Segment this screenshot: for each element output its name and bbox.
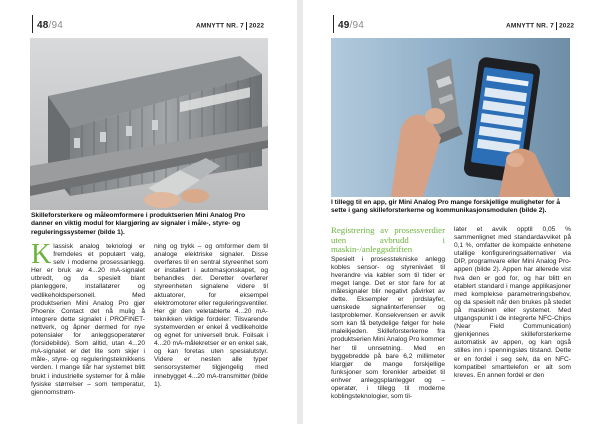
left-page [0, 0, 297, 424]
magazine-year: 2022 [558, 22, 575, 30]
din-rail-modules-illustration [30, 38, 268, 210]
drop-cap: K [31, 239, 52, 270]
right-column-2-text: later et avvik opptil 0,05 % sammenlignet med standardavviket på 0,1 %, omfatter de kompakte enhetene utallige konfigureringsalternativer via DIP, programvare eller Mini Analog Pro-appen (bilde 2). Appen har allerede vist hva den er god for, og har blitt en etablert standard i mange applikasjoner med komplekse parametreringsbehov, og da spesielt når den brukes på stedet på maskinen eller systemet. Med utgangspunkt i de integrerte NFC-Chips (Near Field Communication) gjenkjennes skilleforsterkerne automatisk av appen, og kan også stilles inn i spenningsløs tilstand. Dette er en fordel i seg selv, da en NFC-kompatibel smarttelefon er alt som kreves. En annen fordel er den [454, 226, 571, 379]
product-photo-smartphone-app [331, 38, 570, 197]
left-photo-caption: Skilleforsterkere og måleomformere i produktserien Mini Analog Pro danner en viktig modul for klargjøring av signaler i måle-, styre- og reguleringssystemer (bilde 1). [31, 212, 246, 236]
right-article-column-1 [331, 226, 445, 401]
magazine-name: AMNYTT NR. [196, 22, 239, 30]
page-number-total: /94 [349, 20, 365, 31]
right-page [303, 0, 600, 424]
magazine-header [506, 22, 574, 30]
page-number-total: /94 [48, 20, 64, 31]
magazine-name: AMNYTT NR. [506, 22, 549, 30]
right-photo-caption: I tillegg til en app, gir Mini Analog Pro mange forskjellige muligheter for å sette i gang skilleforsterkerne og kommunikasjonsmodulen (bilde 2). [331, 199, 561, 215]
section-heading: Registrering av prosessverdier uten avbrudd i maskin-/anleggsdriften [331, 225, 445, 254]
magazine-issue: 7 [550, 22, 554, 30]
page-number [37, 20, 63, 31]
page-number-bar [333, 15, 334, 33]
right-column-1-text: Spesielt i prosesstekniske anlegg kobles sensor- og styreniváet til hverandre via kabler som til tider er meget lange. Det er stor fare for at målesignaler blir negativt påvirket av dette. Eksempler er jordslayfer, uønskede signalinterferenser og lastproblemer. Konsekvensen er avvik som kan få betydelige følger for hele maleikjeden. Skilleforsterkerne fra produktserien Mini Analog Pro kommer her til unnsetning. Med en byggebredde på bare 6,2 millimeter klargjør de mange forskjellige funksjoner som forenkler arbeidet til enhver anleggsplanlegger og –operatør, i tillegg til moderne koblingsteknologier, som til- [331, 255, 445, 401]
left-column-2-text: ning og trykk – og omformer dem til analoge elektriske signaler. Disse overføres til en sentral styreenhet som er installert i automasjonskapet, og behandles der. Deretter overfører styreenheten signalene videre til aktuatorer, for eksempel elektromotorer eller reguleringsventiler. Her gir den veletablerte 4...20 mA-teknikken viktige fordeler: Tilsvarende systemverden er enkel å vedlikeholde og egnet for universell bruk. Foilsak i 4...20 mA-målekretser er en enkel sak, og kan foretas uten spesialutstyr. Videre er nesten alle typer sensorsystemer tilgjengelig med innebygget 4...20 mA-transmitter (bilde 1). [154, 243, 268, 388]
page-number-current: 48 [37, 20, 49, 31]
product-photo-din-rail [30, 38, 268, 210]
hands-with-phone-and-module-illustration [331, 38, 570, 197]
page-number-current: 49 [338, 20, 350, 31]
magazine-year: 2022 [248, 22, 265, 30]
magazine-header [196, 22, 264, 30]
left-column-1-text: lassisk analog teknologi er fremdeles et populært valg, selv i moderne prosessanlegg. Her er bruk av 4...20 mA-signalet utbredt, og da spesielt blant planleggere, installatører og vedlikeholdspersonell. Med produktserien Mini Analog Pro gjør Phoenix Contact det nå mulig å integrere dette signalet i PROFINET-nettverk, og åpner dermed for nye potensialer for anleggsoperatører (forsidebilde). Som alltid, utan 4...20 mA-signalet er det lite som skjer i måle-, styre- og reguleringsteknikkens verden. I mange tiår har systemet blitt brukt i industrielle systemer for å måle fysiske størrelser – som temperatur, gjennomstrøm- [31, 243, 145, 396]
page-number-bar [32, 15, 33, 33]
magazine-issue: 7 [240, 22, 244, 30]
page-number [338, 20, 364, 31]
left-article-column-2 [154, 243, 268, 389]
right-article-column-2 [454, 226, 571, 380]
left-article-column-1 [31, 239, 145, 397]
